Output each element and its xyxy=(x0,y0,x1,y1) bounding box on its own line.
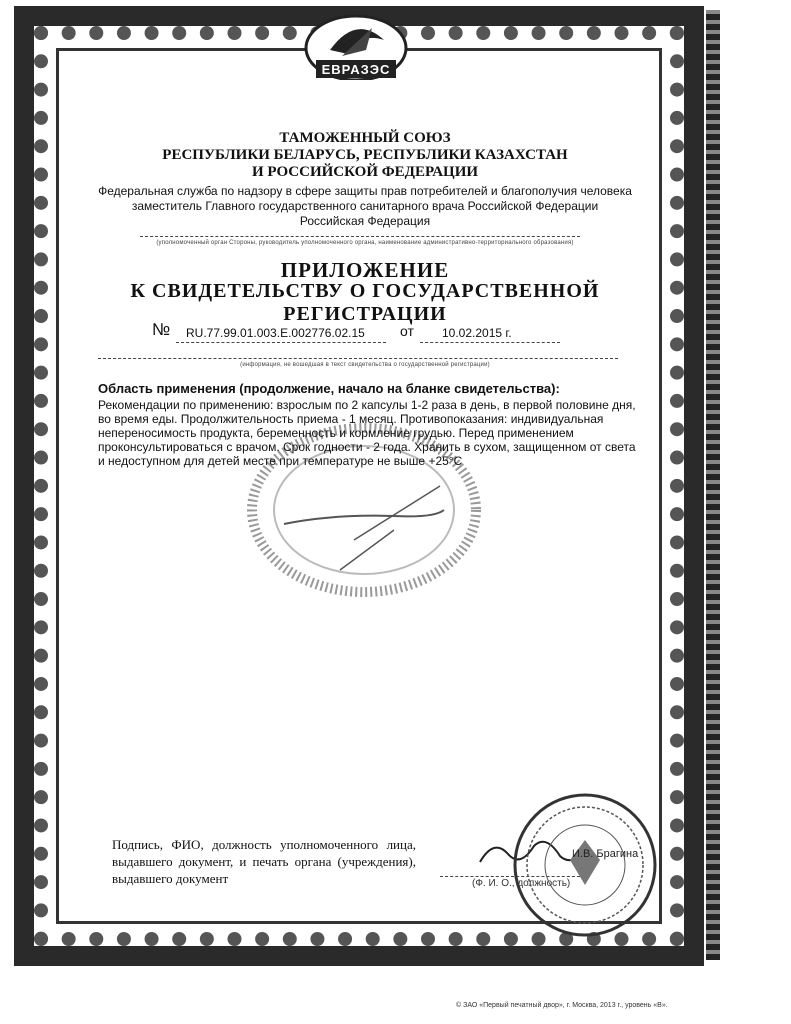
section-line-4: проконсультироваться с врачом. Срок годности - 2 года. Хранить в сухом, защищенном от света xyxy=(98,440,636,454)
section-line-1: Рекомендации по применению: взрослым по 2 капсулы 1-2 раза в день, в первой половине дня, xyxy=(98,398,636,412)
date-underline xyxy=(420,342,560,343)
union-countries: РЕСПУБЛИКИ БЕЛАРУСЬ, РЕСПУБЛИКИ КАЗАХСТАН xyxy=(162,147,568,163)
stamp-name: И.В. Брагина xyxy=(572,848,639,860)
registration-date: 10.02.2015 г. xyxy=(442,326,512,340)
document-title: ПРИЛОЖЕНИЕ xyxy=(280,258,450,282)
date-prefix: от xyxy=(400,323,414,339)
number-underline xyxy=(176,342,386,343)
info-underline xyxy=(98,358,618,359)
document-edge-strip xyxy=(706,10,720,960)
printer-footer: © ЗАО «Первый печатный двор», г. Москва, 2013 г., уровень «В». xyxy=(456,1002,668,1009)
info-caption: (информация, не вошедшая в текст свидетельства о государственной регистрации) xyxy=(240,362,490,368)
registration-number: RU.77.99.01.003.Е.002776.02.15 xyxy=(186,326,365,340)
logo-text: ЕВРАЗЭС xyxy=(321,62,391,77)
union-title: ТАМОЖЕННЫЙ СОЮЗ xyxy=(279,130,451,146)
official-stamp-icon xyxy=(510,790,660,940)
authority-line-1: Федеральная служба по надзору в сфере защиты прав потребителей и благополучия человека xyxy=(98,184,632,198)
authority-line-3: Российская Федерация xyxy=(299,214,431,228)
section-line-2: во время еды. Продолжительность приема - 1 месяц. Противопоказания: индивидуальная xyxy=(98,412,604,426)
union-russia: И РОССИЙСКОЙ ФЕДЕРАЦИИ xyxy=(251,164,479,180)
authority-line-2: заместитель Главного государственного санитарного врача Российской Федерации xyxy=(131,199,599,213)
signature-label: Подпись, ФИО, должность уполномоченного лица, выдавшего документ, и печать органа (учреждения), выдавшего документ xyxy=(112,837,416,886)
section-heading: Область применения (продолжение, начало на бланке свидетельства): xyxy=(98,381,560,396)
section-line-5: и недоступном для детей месте при температуре не выше +25°С xyxy=(98,454,463,468)
fio-caption: (Ф. И. О., должность) xyxy=(472,878,571,889)
authority-underline xyxy=(140,236,580,237)
document-subtitle: К СВИДЕТЕЛЬСТВУ О ГОСУДАРСТВЕННОЙ РЕГИСТРАЦИИ xyxy=(130,280,600,325)
authority-caption: (уполномоченный орган Стороны, руководитель уполномоченного органа, наименование административно-территориального образования) xyxy=(156,240,574,246)
number-prefix: № xyxy=(152,320,171,339)
section-line-3: непереносимость продукта, беременность и кормление грудью. Перед применением xyxy=(98,426,574,440)
